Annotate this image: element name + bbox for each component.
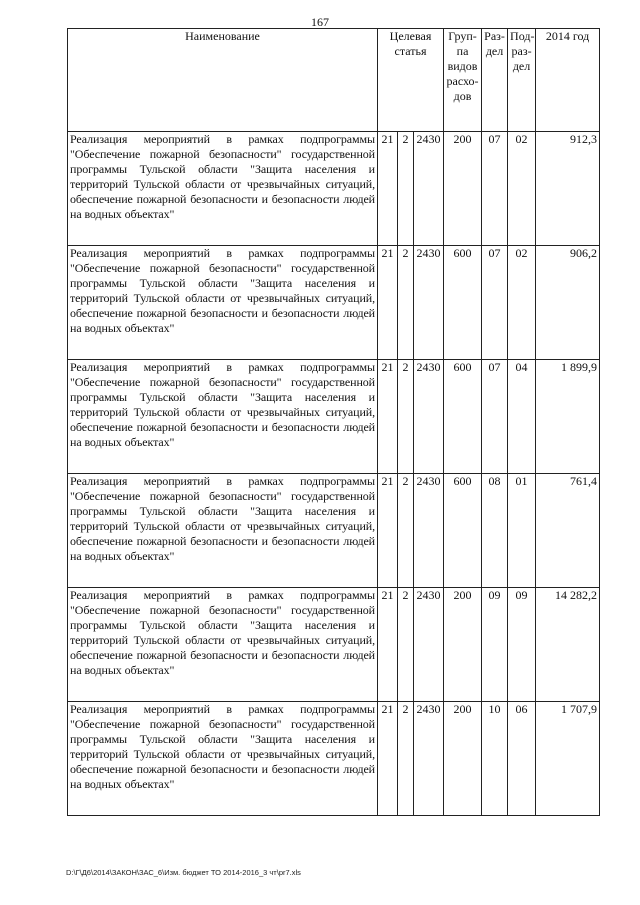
row-amount-2014: 761,4	[536, 474, 600, 588]
file-path-footer: D:\Г\Д6\2014\ЗАКОН\ЗАС_6\Изм. бюджет ТО 2014-2016_3 чт\pr7.xls	[66, 868, 301, 877]
row-target-code-part2: 2	[398, 474, 414, 588]
row-section: 09	[482, 588, 508, 702]
row-target-code-part1: 21	[378, 246, 398, 360]
row-expense-group: 200	[444, 132, 482, 246]
row-target-code-part3: 2430	[414, 702, 444, 816]
table-row	[68, 702, 600, 816]
header-row	[68, 29, 600, 132]
row-target-code-part2: 2	[398, 132, 414, 246]
row-expense-group: 200	[444, 588, 482, 702]
row-name-cell: Реализация мероприятий в рамках подпрограммы "Обеспечение пожарной безопасности" государственной программы Тульской области "Защита населения и территорий Тульской области от чрезвычайных ситуаций, обеспечение пожарной безопасности и безопасности людей на водных объектах"	[68, 246, 378, 360]
header-subsection: Под-раз-дел	[508, 29, 536, 132]
row-subsection: 06	[508, 702, 536, 816]
header-target-article: Целевая статья	[378, 29, 444, 132]
row-target-code-part2: 2	[398, 246, 414, 360]
row-amount-2014: 1 899,9	[536, 360, 600, 474]
row-expense-group: 200	[444, 702, 482, 816]
row-target-code-part2: 2	[398, 702, 414, 816]
page-number: 167	[311, 15, 329, 29]
row-target-code-part2: 2	[398, 588, 414, 702]
row-target-code-part3: 2430	[414, 474, 444, 588]
row-target-code-part2: 2	[398, 360, 414, 474]
row-subsection: 02	[508, 132, 536, 246]
row-expense-group: 600	[444, 360, 482, 474]
row-name-cell: Реализация мероприятий в рамках подпрограммы "Обеспечение пожарной безопасности" государственной программы Тульской области "Защита населения и территорий Тульской области от чрезвычайных ситуаций, обеспечение пожарной безопасности и безопасности людей на водных объектах"	[68, 132, 378, 246]
header-expense-group: Груп-па видов расхо-дов	[444, 29, 482, 132]
row-amount-2014: 906,2	[536, 246, 600, 360]
row-subsection: 02	[508, 246, 536, 360]
row-name-cell: Реализация мероприятий в рамках подпрограммы "Обеспечение пожарной безопасности" государственной программы Тульской области "Защита населения и территорий Тульской области от чрезвычайных ситуаций, обеспечение пожарной безопасности и безопасности людей на водных объектах"	[68, 360, 378, 474]
row-amount-2014: 912,3	[536, 132, 600, 246]
row-amount-2014: 14 282,2	[536, 588, 600, 702]
row-target-code-part1: 21	[378, 132, 398, 246]
table-row	[68, 360, 600, 474]
budget-table	[67, 28, 600, 816]
row-expense-group: 600	[444, 474, 482, 588]
row-target-code-part1: 21	[378, 360, 398, 474]
row-name-cell: Реализация мероприятий в рамках подпрограммы "Обеспечение пожарной безопасности" государственной программы Тульской области "Защита населения и территорий Тульской области от чрезвычайных ситуаций, обеспечение пожарной безопасности и безопасности людей на водных объектах"	[68, 702, 378, 816]
header-year-2014: 2014 год	[536, 29, 600, 132]
header-section: Раз-дел	[482, 29, 508, 132]
table-row	[68, 246, 600, 360]
row-section: 07	[482, 132, 508, 246]
row-target-code-part3: 2430	[414, 360, 444, 474]
header-name: Наименование	[68, 29, 378, 132]
row-section: 07	[482, 360, 508, 474]
row-amount-2014: 1 707,9	[536, 702, 600, 816]
row-name-cell: Реализация мероприятий в рамках подпрограммы "Обеспечение пожарной безопасности" государственной программы Тульской области "Защита населения и территорий Тульской области от чрезвычайных ситуаций, обеспечение пожарной безопасности и безопасности людей на водных объектах"	[68, 588, 378, 702]
row-expense-group: 600	[444, 246, 482, 360]
table-row	[68, 132, 600, 246]
row-subsection: 04	[508, 360, 536, 474]
row-target-code-part3: 2430	[414, 588, 444, 702]
row-section: 08	[482, 474, 508, 588]
row-target-code-part1: 21	[378, 588, 398, 702]
row-target-code-part3: 2430	[414, 246, 444, 360]
row-subsection: 01	[508, 474, 536, 588]
table-row	[68, 474, 600, 588]
row-section: 07	[482, 246, 508, 360]
row-target-code-part1: 21	[378, 474, 398, 588]
row-subsection: 09	[508, 588, 536, 702]
row-name-cell: Реализация мероприятий в рамках подпрограммы "Обеспечение пожарной безопасности" государственной программы Тульской области "Защита населения и территорий Тульской области от чрезвычайных ситуаций, обеспечение пожарной безопасности и безопасности людей на водных объектах"	[68, 474, 378, 588]
table-row	[68, 588, 600, 702]
row-target-code-part3: 2430	[414, 132, 444, 246]
row-section: 10	[482, 702, 508, 816]
row-target-code-part1: 21	[378, 702, 398, 816]
